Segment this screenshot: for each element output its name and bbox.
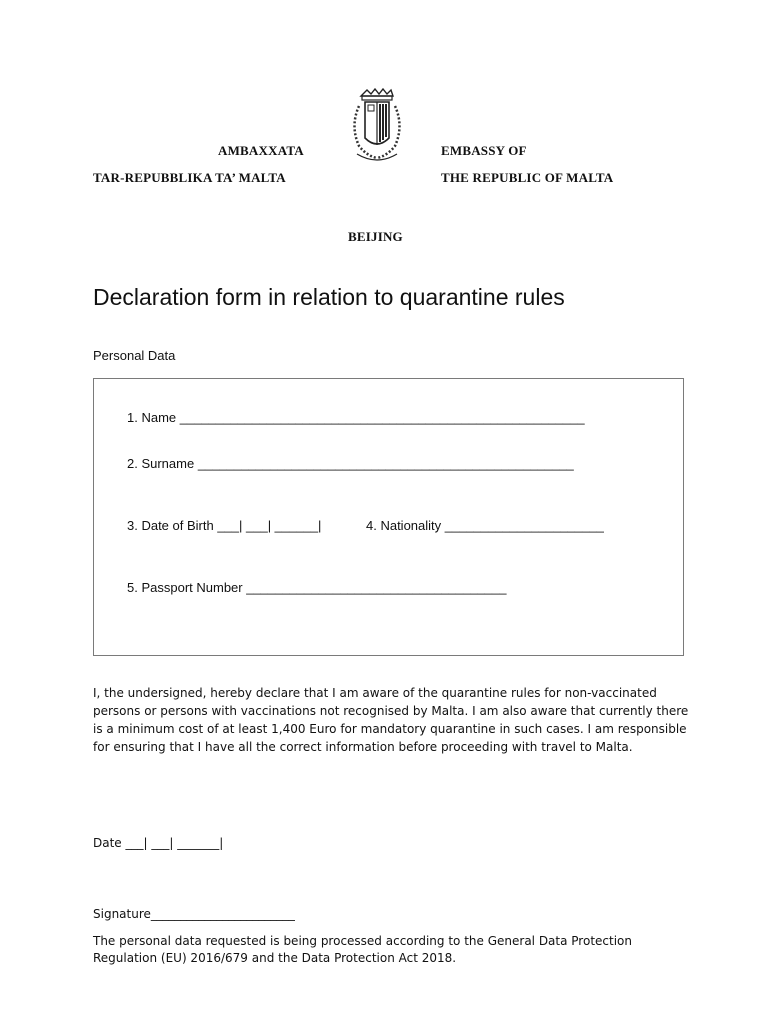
header-right-line1: EMBASSY OF xyxy=(441,143,527,158)
section-label-personal-data: Personal Data xyxy=(93,348,176,363)
surname-field[interactable]: 2. Surname ____________________________________________________ xyxy=(127,456,574,471)
malta-coat-of-arms-emblem xyxy=(345,88,409,166)
header-city: BEIJING xyxy=(348,229,403,244)
header-left-line2: TAR-REPUBBLIKA TA’ MALTA xyxy=(93,170,286,185)
header-right-line2: THE REPUBLIC OF MALTA xyxy=(441,170,614,185)
date-signed-field[interactable]: Date ___| ___| _______| xyxy=(93,836,224,850)
header-left-line1: AMBAXXATA xyxy=(218,143,304,158)
declaration-paragraph: I, the undersigned, hereby declare that I am aware of the quarantine rules for non-vaccinated persons or persons with vaccinations not recognised by Malta. I am also aware that currently there is a minimum cost of at least 1,400 Euro for mandatory quarantine in such cases. I am responsible for ensuring that I have all the correct information before proceeding with travel to Malta. xyxy=(93,686,689,754)
signature-field[interactable]: Signature________________________ xyxy=(93,907,295,921)
gdpr-note: The personal data requested is being processed according to the General Data Protection Regulation (EU) 2016/679 and the Data Protection Act 2018. xyxy=(93,934,632,965)
date-of-birth-field[interactable]: 3. Date of Birth ___| ___| ______| xyxy=(127,518,322,533)
form-title: Declaration form in relation to quarantine rules xyxy=(93,284,565,310)
nationality-field[interactable]: 4. Nationality ______________________ xyxy=(366,518,604,533)
name-field[interactable]: 1. Name ________________________________________________________ xyxy=(127,410,585,425)
passport-number-field[interactable]: 5. Passport Number ____________________________________ xyxy=(127,580,507,595)
